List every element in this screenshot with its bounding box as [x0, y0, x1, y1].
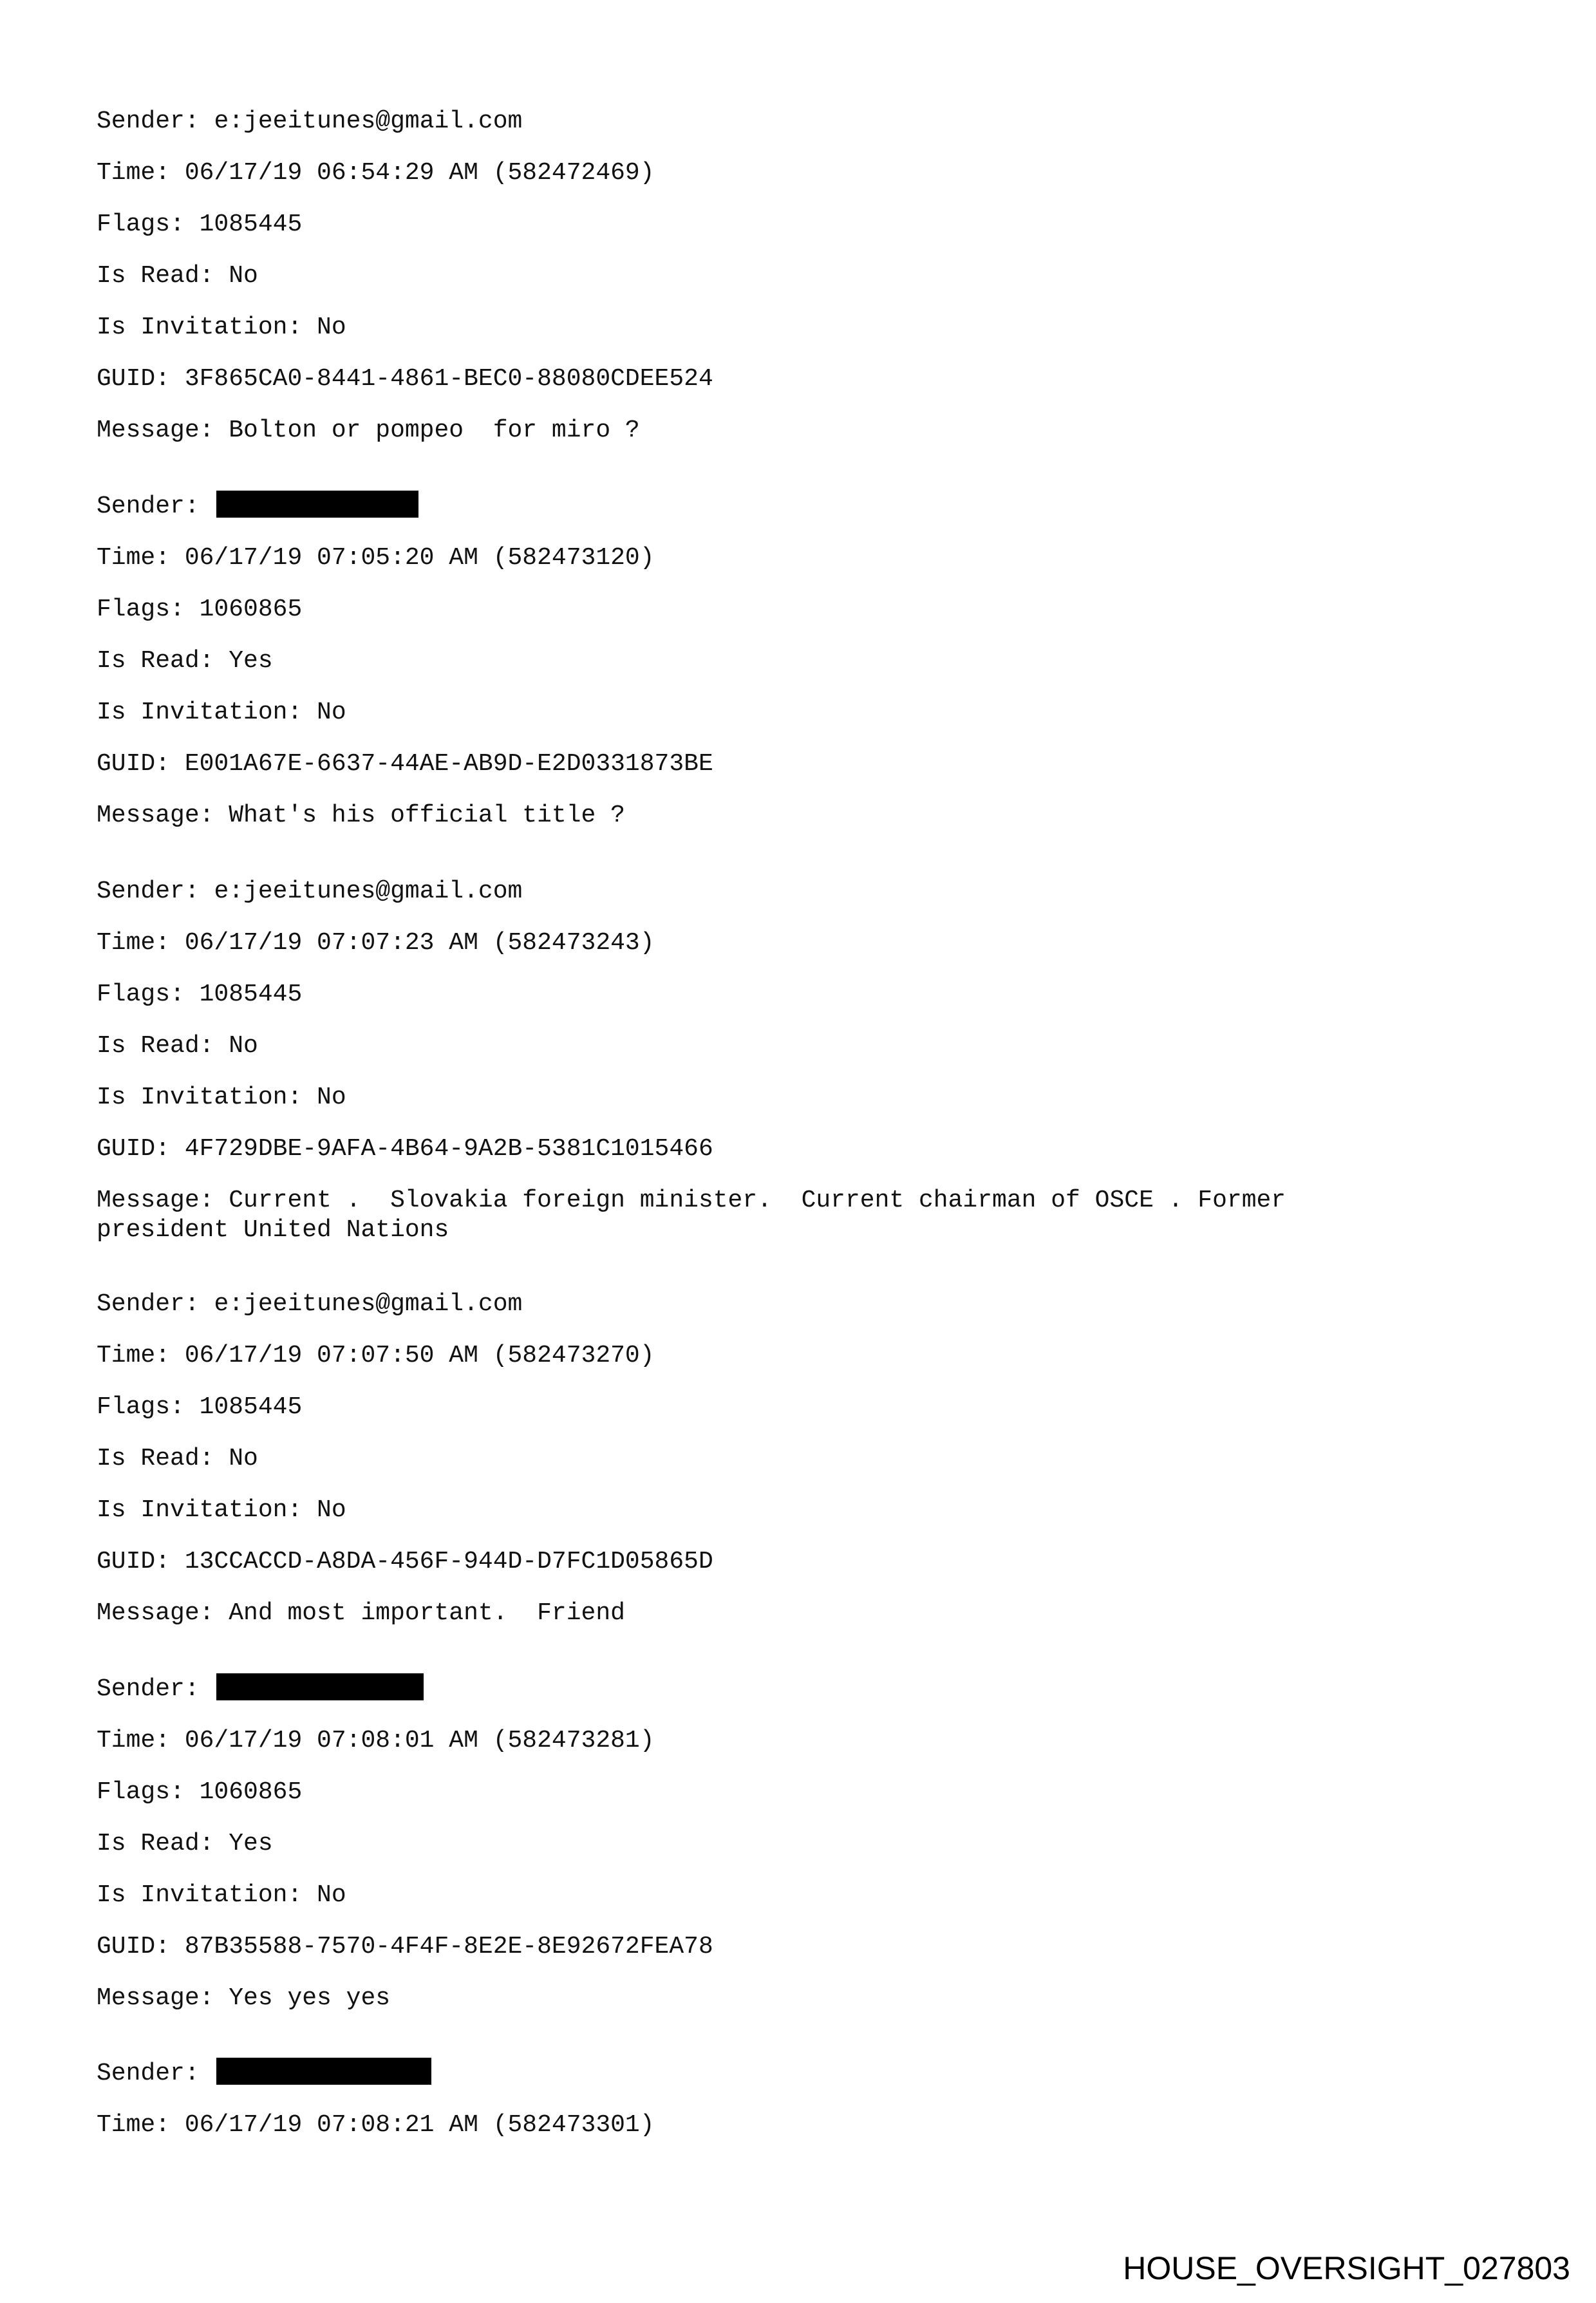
message-record	[97, 877, 1481, 1267]
message-record	[97, 107, 1481, 467]
message-record	[97, 1675, 1481, 2035]
sender-line	[97, 877, 1481, 907]
sender-line	[97, 1675, 1481, 1704]
is-invitation-line: Is Invitation: No	[97, 1084, 346, 1111]
message-line: Message: Yes yes yes	[97, 1984, 391, 2012]
is-invitation-line: Is Invitation: No	[97, 1881, 346, 1909]
guid-line: GUID: 3F865CA0-8441-4861-BEC0-88080CDEE524	[97, 365, 713, 393]
guid-line: GUID: 4F729DBE-9AFA-4B64-9A2B-5381C1015466	[97, 1135, 713, 1163]
time-line: Time: 06/17/19 07:05:20 AM (582473120)	[97, 544, 655, 572]
message-line: Message: Current . Slovakia foreign minister. Current chairman of OSCE . Former president United Nations	[97, 1187, 1286, 1244]
message-line: Message: What's his official title ?	[97, 802, 625, 829]
sender-label: Sender:	[97, 1290, 214, 1318]
sender-line	[97, 107, 1481, 136]
sender-value: e:jeeitunes@gmail.com	[214, 108, 523, 135]
sender-line	[97, 492, 1481, 522]
message-line: Message: Bolton or pompeo for miro ?	[97, 417, 640, 444]
sender-label: Sender:	[97, 2060, 214, 2087]
is-invitation-line: Is Invitation: No	[97, 1496, 346, 1524]
time-line: Time: 06/17/19 06:54:29 AM (582472469)	[97, 159, 655, 187]
guid-line: GUID: 87B35588-7570-4F4F-8E2E-8E92672FEA78	[97, 1933, 713, 1960]
sender-value: e:jeeitunes@gmail.com	[214, 878, 523, 905]
sender-label: Sender:	[97, 878, 214, 905]
is-read-line: Is Read: No	[97, 262, 258, 290]
message-record	[97, 492, 1481, 852]
flags-line: Flags: 1085445	[97, 1393, 303, 1421]
flags-line: Flags: 1085445	[97, 211, 303, 238]
flags-line: Flags: 1085445	[97, 981, 303, 1008]
message-record	[97, 1290, 1481, 1650]
flags-line: Flags: 1060865	[97, 596, 303, 623]
sender-value: e:jeeitunes@gmail.com	[214, 1290, 523, 1318]
sender-label: Sender:	[97, 108, 214, 135]
guid-line: GUID: E001A67E-6637-44AE-AB9D-E2D0331873BE	[97, 750, 713, 778]
guid-line: GUID: 13CCACCD-A8DA-456F-944D-D7FC1D05865D	[97, 1548, 713, 1575]
time-line: Time: 06/17/19 07:07:50 AM (582473270)	[97, 1342, 655, 1369]
is-read-line: Is Read: No	[97, 1032, 258, 1060]
flags-line: Flags: 1060865	[97, 1778, 303, 1806]
bates-number: HOUSE_OVERSIGHT_027803	[1123, 2250, 1570, 2286]
time-line: Time: 06/17/19 07:08:01 AM (582473281)	[97, 1727, 655, 1754]
sender-line	[97, 2059, 1481, 2089]
is-read-line: Is Read: No	[97, 1445, 258, 1472]
sender-label: Sender:	[97, 1675, 214, 1703]
redaction-bar	[216, 491, 418, 518]
is-invitation-line: Is Invitation: No	[97, 314, 346, 341]
message-record	[97, 2059, 1481, 2162]
redaction-bar	[216, 2058, 431, 2085]
is-read-line: Is Read: Yes	[97, 647, 273, 675]
redaction-bar	[216, 1673, 424, 1700]
is-invitation-line: Is Invitation: No	[97, 699, 346, 726]
time-line: Time: 06/17/19 07:08:21 AM (582473301)	[97, 2111, 655, 2139]
is-read-line: Is Read: Yes	[97, 1830, 273, 1857]
sender-line	[97, 1290, 1481, 1319]
message-line: Message: And most important. Friend	[97, 1599, 625, 1627]
sender-label: Sender:	[97, 493, 214, 520]
time-line: Time: 06/17/19 07:07:23 AM (582473243)	[97, 929, 655, 957]
